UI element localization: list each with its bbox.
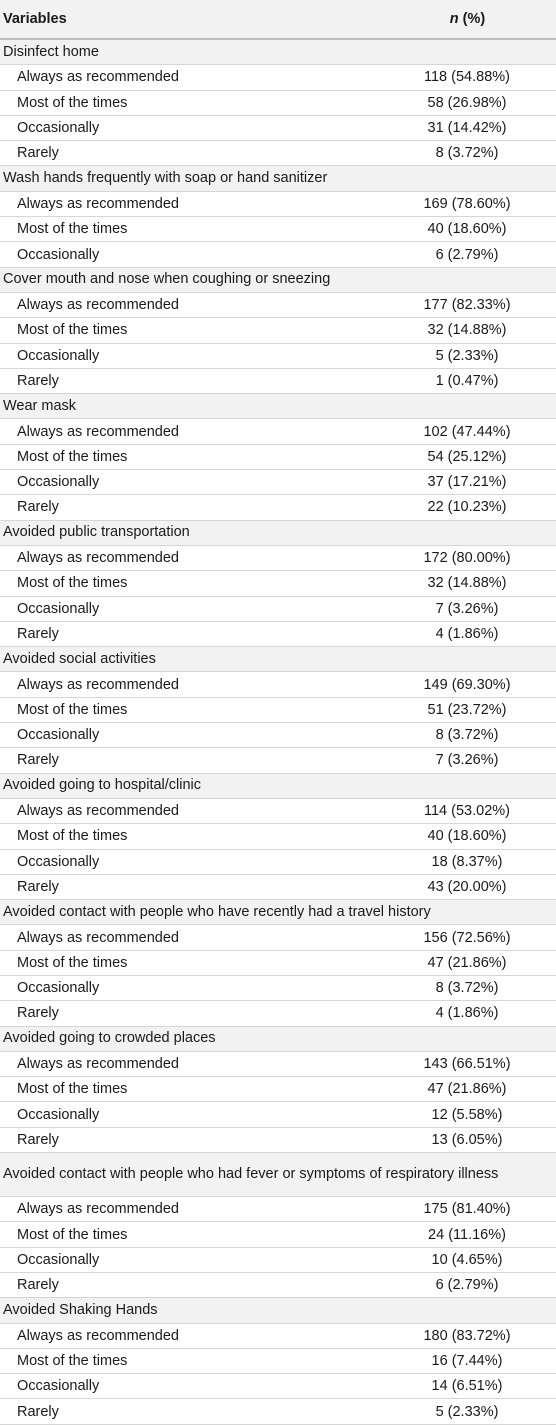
table-row: [0, 1102, 556, 1127]
row-value: 14 (6.51%): [431, 1378, 503, 1395]
group-label: Cover mouth and nose when coughing or sneezing: [3, 271, 331, 288]
table-row: [0, 571, 556, 596]
row-value: 143 (66.51%): [423, 1056, 511, 1073]
table-row: [0, 622, 556, 647]
row-label: Most of the times: [17, 1352, 128, 1369]
row-label: Occasionally: [17, 474, 100, 491]
row-value: 32 (14.88%): [427, 575, 507, 592]
row-label: Most of the times: [17, 954, 128, 971]
header-percent: (%): [458, 11, 486, 27]
row-value: 13 (6.05%): [431, 1131, 503, 1148]
group-label: Avoided social activities: [3, 650, 156, 667]
group-row: [0, 900, 556, 925]
row-value: 58 (26.98%): [427, 94, 507, 111]
group-label: Avoided contact with people who have recently had a travel history: [3, 903, 431, 920]
row-value: 6 (2.79%): [435, 246, 499, 263]
row-value: 7 (3.26%): [435, 752, 499, 769]
table-row: [0, 1248, 556, 1273]
row-value: 8 (3.72%): [435, 727, 499, 744]
table-row: [0, 495, 556, 520]
group-row: [0, 394, 556, 419]
row-label: Occasionally: [17, 600, 100, 617]
table-row: [0, 672, 556, 697]
group-label: Wash hands frequently with soap or hand sanitizer: [3, 170, 328, 187]
row-label: Most of the times: [17, 701, 128, 718]
row-value: 114 (53.02%): [424, 803, 510, 820]
table-row: [0, 1349, 556, 1374]
table-row: [0, 65, 556, 90]
table-row: [0, 470, 556, 495]
row-label: Occasionally: [17, 727, 100, 744]
group-row: [0, 268, 556, 293]
row-label: Rarely: [17, 878, 59, 895]
row-value: 24 (11.16%): [428, 1226, 506, 1243]
table-row: [0, 116, 556, 141]
row-label: Rarely: [17, 1005, 59, 1022]
row-label: Always as recommended: [17, 1056, 179, 1073]
row-label: Rarely: [17, 1131, 59, 1148]
row-label: Always as recommended: [17, 423, 179, 440]
group-row: [0, 40, 556, 65]
group-label: Disinfect home: [3, 43, 99, 60]
row-value: 22 (10.23%): [427, 499, 507, 516]
row-label: Rarely: [17, 373, 59, 389]
header-n: n: [449, 11, 459, 27]
header-n-percent: [379, 11, 556, 27]
table-row: [0, 192, 556, 217]
table-row: [0, 242, 556, 267]
row-label: Most of the times: [17, 828, 128, 845]
row-label: Occasionally: [17, 120, 100, 137]
row-label: Always as recommended: [17, 676, 179, 693]
table-row: [0, 419, 556, 444]
table-row: [0, 293, 556, 318]
table-row: [0, 875, 556, 900]
row-value: 40 (18.60%): [427, 828, 507, 845]
row-value: 118 (54.88%): [424, 69, 510, 86]
row-label: Rarely: [17, 1403, 59, 1420]
group-row: [0, 1153, 556, 1197]
table-row: [0, 1222, 556, 1247]
row-label: Occasionally: [17, 1106, 100, 1123]
row-label: Occasionally: [17, 853, 100, 870]
table-row: [0, 1128, 556, 1153]
row-label: Most of the times: [17, 221, 128, 238]
row-value: 8 (3.72%): [435, 980, 499, 997]
table-row: [0, 344, 556, 369]
row-label: Occasionally: [17, 347, 100, 364]
row-value: 8 (3.72%): [435, 145, 499, 162]
row-value: 18 (8.37%): [431, 853, 503, 870]
table-row: [0, 1197, 556, 1222]
row-value: 51 (23.72%): [427, 701, 507, 718]
row-value: 5 (2.33%): [435, 1403, 499, 1420]
group-row: [0, 647, 556, 672]
table-row: [0, 318, 556, 343]
header-variables: Variables: [3, 11, 67, 27]
row-label: Rarely: [17, 752, 59, 769]
row-value: 102 (47.44%): [423, 423, 511, 440]
table-row: [0, 1399, 556, 1424]
row-value: 47 (21.86%): [427, 954, 507, 971]
table-row: [0, 1077, 556, 1102]
row-value: 31 (14.42%): [427, 120, 507, 137]
table-row: [0, 698, 556, 723]
row-label: Occasionally: [17, 1251, 100, 1268]
row-value: 16 (7.44%): [431, 1352, 503, 1369]
table-row: [0, 546, 556, 571]
row-value: 4 (1.86%): [435, 1005, 499, 1022]
table-body: [0, 40, 556, 1425]
row-label: Always as recommended: [17, 550, 179, 567]
row-value: 180 (83.72%): [423, 1327, 511, 1344]
row-label: Most of the times: [17, 448, 128, 465]
row-value: 54 (25.12%): [427, 448, 507, 465]
row-value: 5 (2.33%): [435, 347, 499, 364]
group-row: [0, 774, 556, 799]
group-row: [0, 1298, 556, 1323]
group-row: [0, 166, 556, 191]
table-row: [0, 1001, 556, 1026]
row-label: Most of the times: [17, 94, 128, 111]
row-value: 156 (72.56%): [423, 929, 511, 946]
group-row: [0, 521, 556, 546]
row-label: Always as recommended: [17, 297, 179, 314]
table-row: [0, 369, 556, 394]
table-row: [0, 1324, 556, 1349]
row-value: 10 (4.65%): [431, 1251, 503, 1268]
row-label: Rarely: [17, 499, 59, 516]
row-label: Always as recommended: [17, 195, 179, 212]
row-value: 37 (17.21%): [427, 474, 507, 491]
table-header: [0, 0, 556, 40]
table-row: [0, 217, 556, 242]
table-row: [0, 748, 556, 773]
row-value: 1 (0.47%): [435, 373, 499, 389]
table-row: [0, 91, 556, 116]
row-value: 149 (69.30%): [423, 676, 511, 693]
table-row: [0, 925, 556, 950]
row-label: Occasionally: [17, 980, 100, 997]
group-row: [0, 1027, 556, 1052]
table-row: [0, 799, 556, 824]
group-label: Avoided contact with people who had fever or symptoms of respiratory illness: [3, 1166, 499, 1183]
table-row: [0, 1374, 556, 1399]
row-value: 169 (78.60%): [423, 195, 511, 212]
table-row: [0, 951, 556, 976]
row-value: 7 (3.26%): [435, 600, 499, 617]
row-value: 40 (18.60%): [427, 221, 507, 238]
row-value: 175 (81.40%): [423, 1201, 511, 1218]
row-label: Most of the times: [17, 1081, 128, 1098]
table-row: [0, 597, 556, 622]
row-label: Always as recommended: [17, 929, 179, 946]
group-label: Avoided going to hospital/clinic: [3, 777, 202, 794]
table-row: [0, 1273, 556, 1298]
row-label: Most of the times: [17, 1226, 128, 1243]
row-value: 172 (80.00%): [423, 550, 511, 567]
row-label: Occasionally: [17, 246, 100, 263]
row-value: 4 (1.86%): [435, 625, 499, 642]
row-value: 32 (14.88%): [427, 322, 507, 339]
row-label: Always as recommended: [17, 803, 179, 820]
row-label: Most of the times: [17, 575, 128, 592]
table-row: [0, 824, 556, 849]
table-row: [0, 723, 556, 748]
table-row: [0, 976, 556, 1001]
row-label: Rarely: [17, 145, 59, 162]
table-row: [0, 850, 556, 875]
row-value: 177 (82.33%): [423, 297, 511, 314]
row-label: Always as recommended: [17, 1327, 179, 1344]
group-label: Avoided Shaking Hands: [3, 1301, 158, 1318]
row-value: 43 (20.00%): [427, 878, 507, 895]
group-label: Avoided public transportation: [3, 524, 190, 541]
row-label: Most of the times: [17, 322, 128, 339]
group-label: Avoided going to crowded places: [3, 1030, 216, 1047]
table-row: [0, 1052, 556, 1077]
row-value: 12 (5.58%): [431, 1106, 503, 1123]
row-label: Always as recommended: [17, 69, 179, 86]
row-label: Rarely: [17, 1277, 59, 1294]
row-label: Always as recommended: [17, 1201, 179, 1218]
row-value: 47 (21.86%): [427, 1081, 507, 1098]
table-row: [0, 141, 556, 166]
row-value: 6 (2.79%): [435, 1277, 499, 1294]
row-label: Occasionally: [17, 1378, 100, 1395]
table-row: [0, 445, 556, 470]
group-label: Wear mask: [3, 397, 77, 414]
row-label: Rarely: [17, 625, 59, 642]
